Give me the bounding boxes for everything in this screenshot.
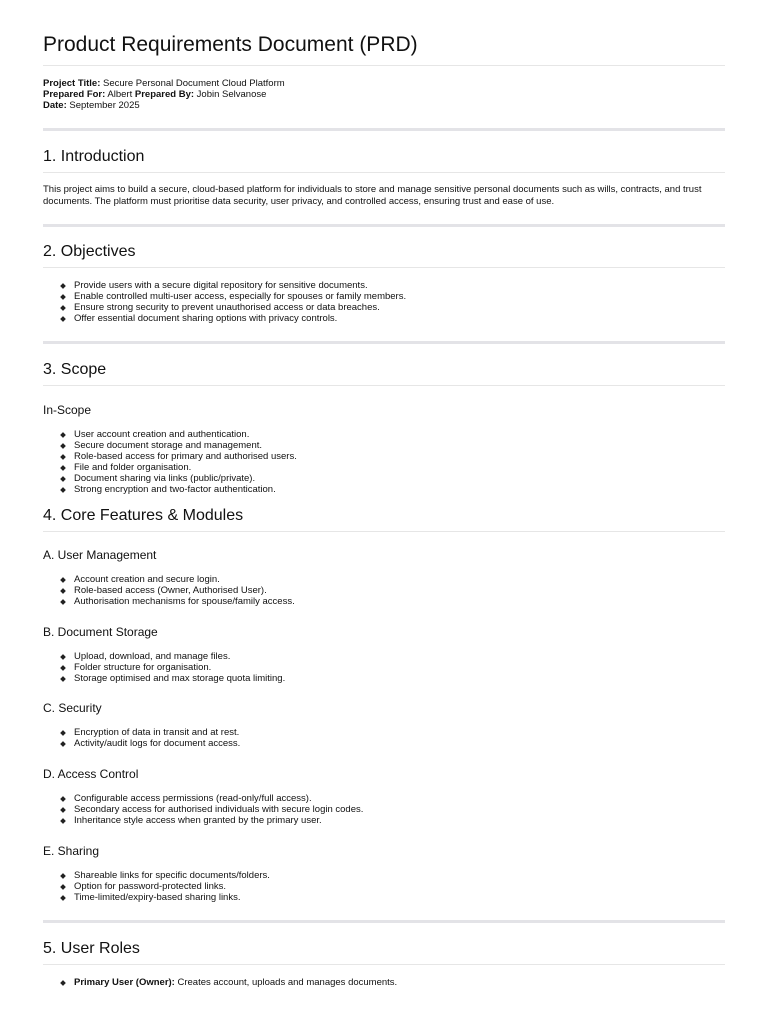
objectives-list <box>59 280 406 324</box>
section-divider <box>43 341 725 344</box>
list-item: Storage optimised and max storage quota limiting. <box>59 673 285 684</box>
divider <box>43 267 725 268</box>
list-item: Activity/audit logs for document access. <box>59 738 240 749</box>
list-item: Configurable access permissions (read-only/full access). <box>59 793 363 804</box>
list-item: Upload, download, and manage files. <box>59 651 285 662</box>
module-title: A. User Management <box>43 548 157 562</box>
role-description: Creates account, uploads and manages documents. <box>177 977 398 988</box>
meta-date: Date: September 2025 <box>43 100 140 111</box>
divider <box>43 172 725 173</box>
page-title: Product Requirements Document (PRD) <box>43 33 418 56</box>
list-item: Strong encryption and two-factor authentication. <box>59 484 297 495</box>
module-title: B. Document Storage <box>43 625 158 639</box>
list-item: Ensure strong security to prevent unauthorised access or data breaches. <box>59 302 406 313</box>
meta-block <box>43 78 285 111</box>
module-title: D. Access Control <box>43 767 139 781</box>
list-item: Role-based access for primary and authorised users. <box>59 451 297 462</box>
section-divider <box>43 224 725 227</box>
section-divider <box>43 920 725 923</box>
list-item: Encryption of data in transit and at rest. <box>59 727 240 738</box>
module-list <box>59 651 285 684</box>
list-item: Role-based access (Owner, Authorised User). <box>59 585 295 596</box>
role-label: Primary User (Owner): <box>74 977 175 988</box>
list-item: Provide users with a secure digital repository for sensitive documents. <box>59 280 406 291</box>
section-divider <box>43 128 725 131</box>
divider <box>43 65 725 66</box>
roles-list <box>59 977 397 988</box>
module-list <box>59 574 295 607</box>
module-list <box>59 870 270 903</box>
list-item: Offer essential document sharing options with privacy controls. <box>59 313 406 324</box>
module-title: E. Sharing <box>43 844 100 858</box>
divider <box>43 385 725 386</box>
list-item: Inheritance style access when granted by the primary user. <box>59 815 363 826</box>
divider <box>43 964 725 965</box>
list-item: Time-limited/expiry-based sharing links. <box>59 892 270 903</box>
list-item <box>59 977 397 988</box>
list-item: Shareable links for specific documents/folders. <box>59 870 270 881</box>
section-heading-objectives: 2. Objectives <box>43 243 136 260</box>
section-heading-introduction: 1. Introduction <box>43 148 145 165</box>
section-heading-roles: 5. User Roles <box>43 940 140 957</box>
list-item: Secondary access for authorised individuals with secure login codes. <box>59 804 363 815</box>
list-item: Folder structure for organisation. <box>59 662 285 673</box>
list-item: Enable controlled multi-user access, especially for spouses or family members. <box>59 291 406 302</box>
list-item: Account creation and secure login. <box>59 574 295 585</box>
list-item: Option for password-protected links. <box>59 881 270 892</box>
introduction-text: This project aims to build a secure, cloud-based platform for individuals to store and manage sensitive personal documents such as wills, contracts, and trust documents. The platform must prioritise data security, user privacy, and controlled access, ensuring trust and ease of use. <box>43 184 702 207</box>
meta-project-title: Project Title: Secure Personal Document Cloud Platform <box>43 78 285 89</box>
section-heading-scope: 3. Scope <box>43 361 107 378</box>
subheading-in-scope: In-Scope <box>43 403 92 417</box>
meta-prepared: Prepared For: Albert Prepared By: Jobin Selvanose <box>43 89 267 100</box>
list-item: Document sharing via links (public/private). <box>59 473 297 484</box>
scope-list <box>59 429 297 495</box>
module-list <box>59 727 240 749</box>
list-item: Secure document storage and management. <box>59 440 297 451</box>
section-heading-features: 4. Core Features & Modules <box>43 507 244 524</box>
divider <box>43 531 725 532</box>
list-item: Authorisation mechanisms for spouse/family access. <box>59 596 295 607</box>
list-item: User account creation and authentication. <box>59 429 297 440</box>
module-title: C. Security <box>43 701 102 715</box>
list-item: File and folder organisation. <box>59 462 297 473</box>
module-list <box>59 793 363 826</box>
